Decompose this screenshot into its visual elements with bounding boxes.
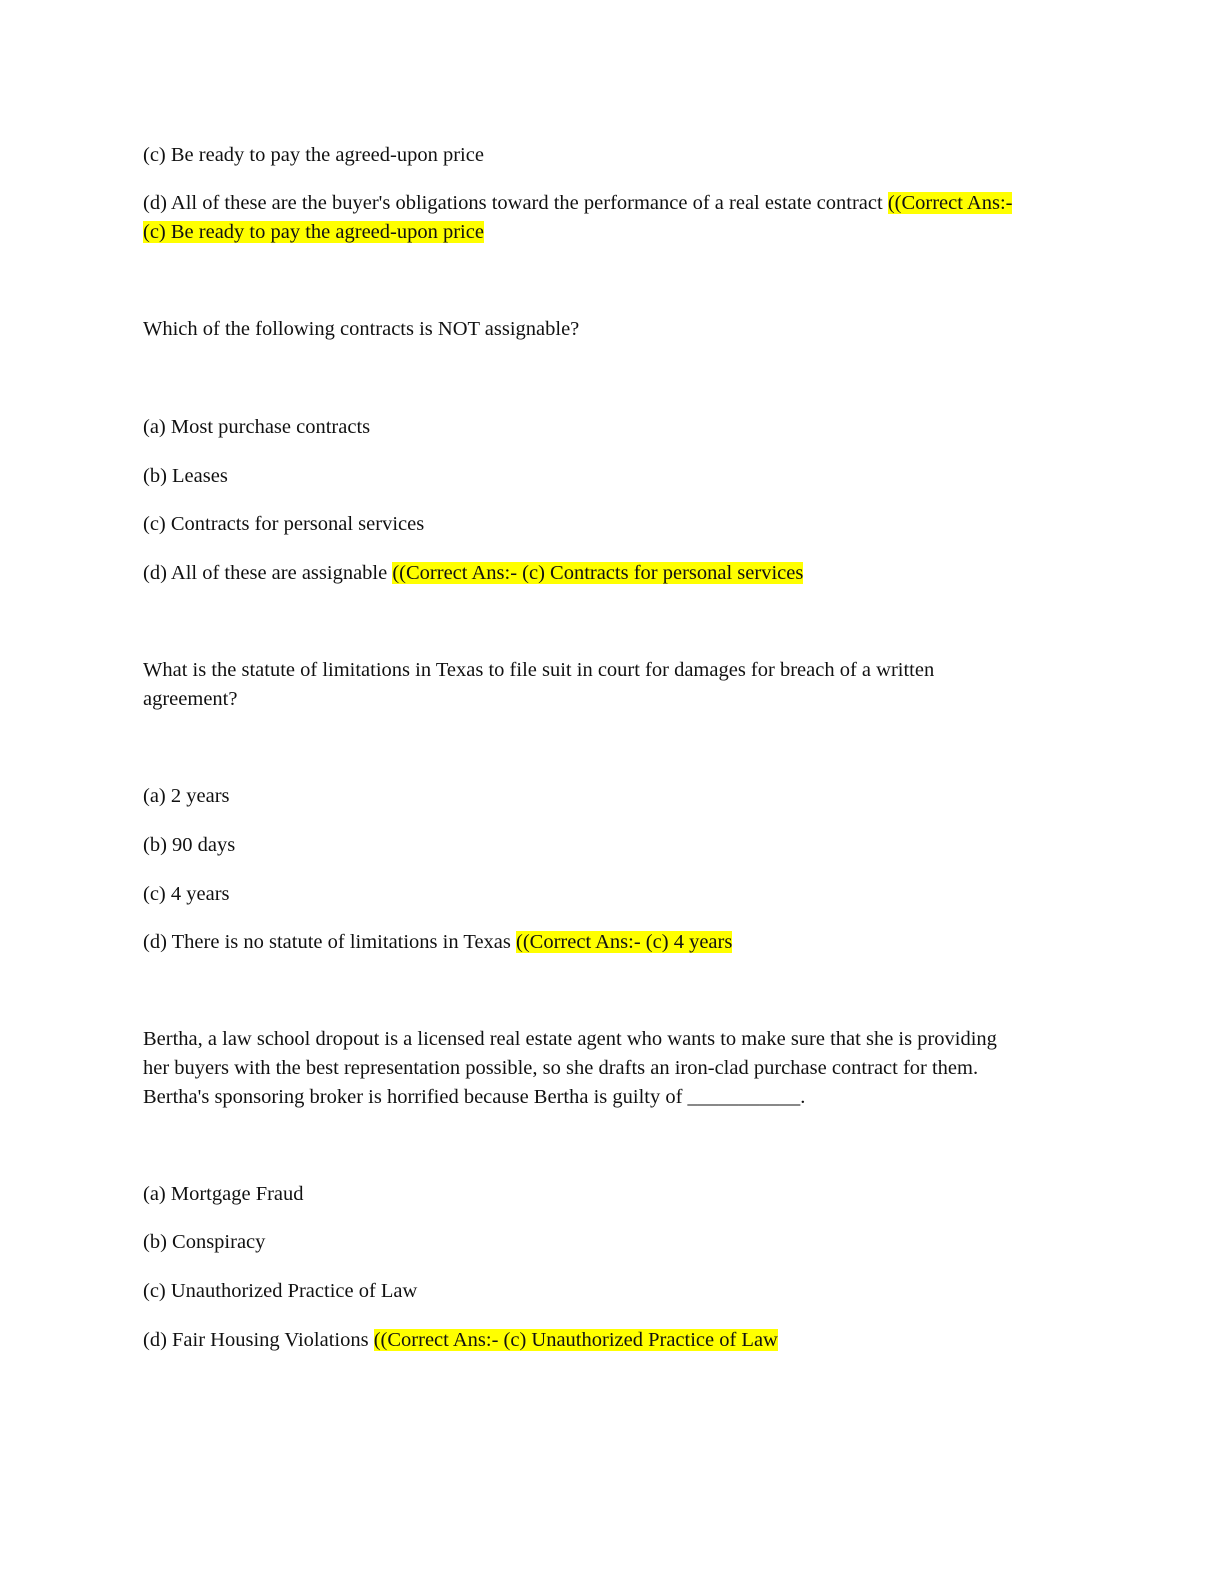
- q2-option-d-text: (d) There is no statute of limitations in Texas: [143, 931, 511, 953]
- q1-option-b: (b) Leases: [143, 465, 228, 487]
- q2-question-line-1: What is the statute of limitations in Texas to file suit in court for damages for breach of a written: [143, 659, 935, 681]
- q0-option-d: [143, 189, 1012, 218]
- q2-option-c: (c) 4 years: [143, 883, 230, 905]
- q0-answer-highlight-1: ((Correct Ans:-: [887, 192, 1013, 214]
- q3-answer-highlight: ((Correct Ans:- (c) Unauthorized Practice of Law: [373, 1329, 778, 1351]
- document-page: [143, 0, 1083, 1584]
- q3-question-line-3: Bertha's sponsoring broker is horrified because Bertha is guilty of ___________.: [143, 1086, 806, 1108]
- q0-option-d-text: (d) All of these are the buyer's obligations toward the performance of a real estate contract: [143, 192, 883, 214]
- q1-option-d-text: (d) All of these are assignable: [143, 562, 388, 584]
- q0-option-c: (c) Be ready to pay the agreed-upon price: [143, 144, 484, 166]
- q2-option-b: (b) 90 days: [143, 834, 236, 856]
- q3-option-d-text: (d) Fair Housing Violations: [143, 1329, 369, 1351]
- q3-option-c: (c) Unauthorized Practice of Law: [143, 1280, 418, 1302]
- q1-option-a: (a) Most purchase contracts: [143, 416, 371, 438]
- q3-option-b: (b) Conspiracy: [143, 1231, 266, 1253]
- q0-answer-line: [143, 218, 484, 247]
- q1-answer-highlight: ((Correct Ans:- (c) Contracts for personal services: [392, 562, 804, 584]
- q2-question-line-2: agreement?: [143, 688, 238, 710]
- q1-option-c: (c) Contracts for personal services: [143, 513, 425, 535]
- q3-option-a: (a) Mortgage Fraud: [143, 1183, 304, 1205]
- q3-question-line-2: her buyers with the best representation possible, so she drafts an iron-clad purchase contract for them.: [143, 1057, 979, 1079]
- q1-option-d: [143, 559, 803, 588]
- q2-option-a: (a) 2 years: [143, 785, 230, 807]
- q0-answer-highlight-2: (c) Be ready to pay the agreed-upon price: [143, 221, 484, 243]
- q2-answer-highlight: ((Correct Ans:- (c) 4 years: [516, 931, 733, 953]
- q2-option-d: [143, 928, 732, 957]
- q3-option-d: [143, 1326, 778, 1355]
- q3-question-line-1: Bertha, a law school dropout is a licensed real estate agent who wants to make sure that she is providing: [143, 1028, 997, 1050]
- q1-question: Which of the following contracts is NOT assignable?: [143, 318, 580, 340]
